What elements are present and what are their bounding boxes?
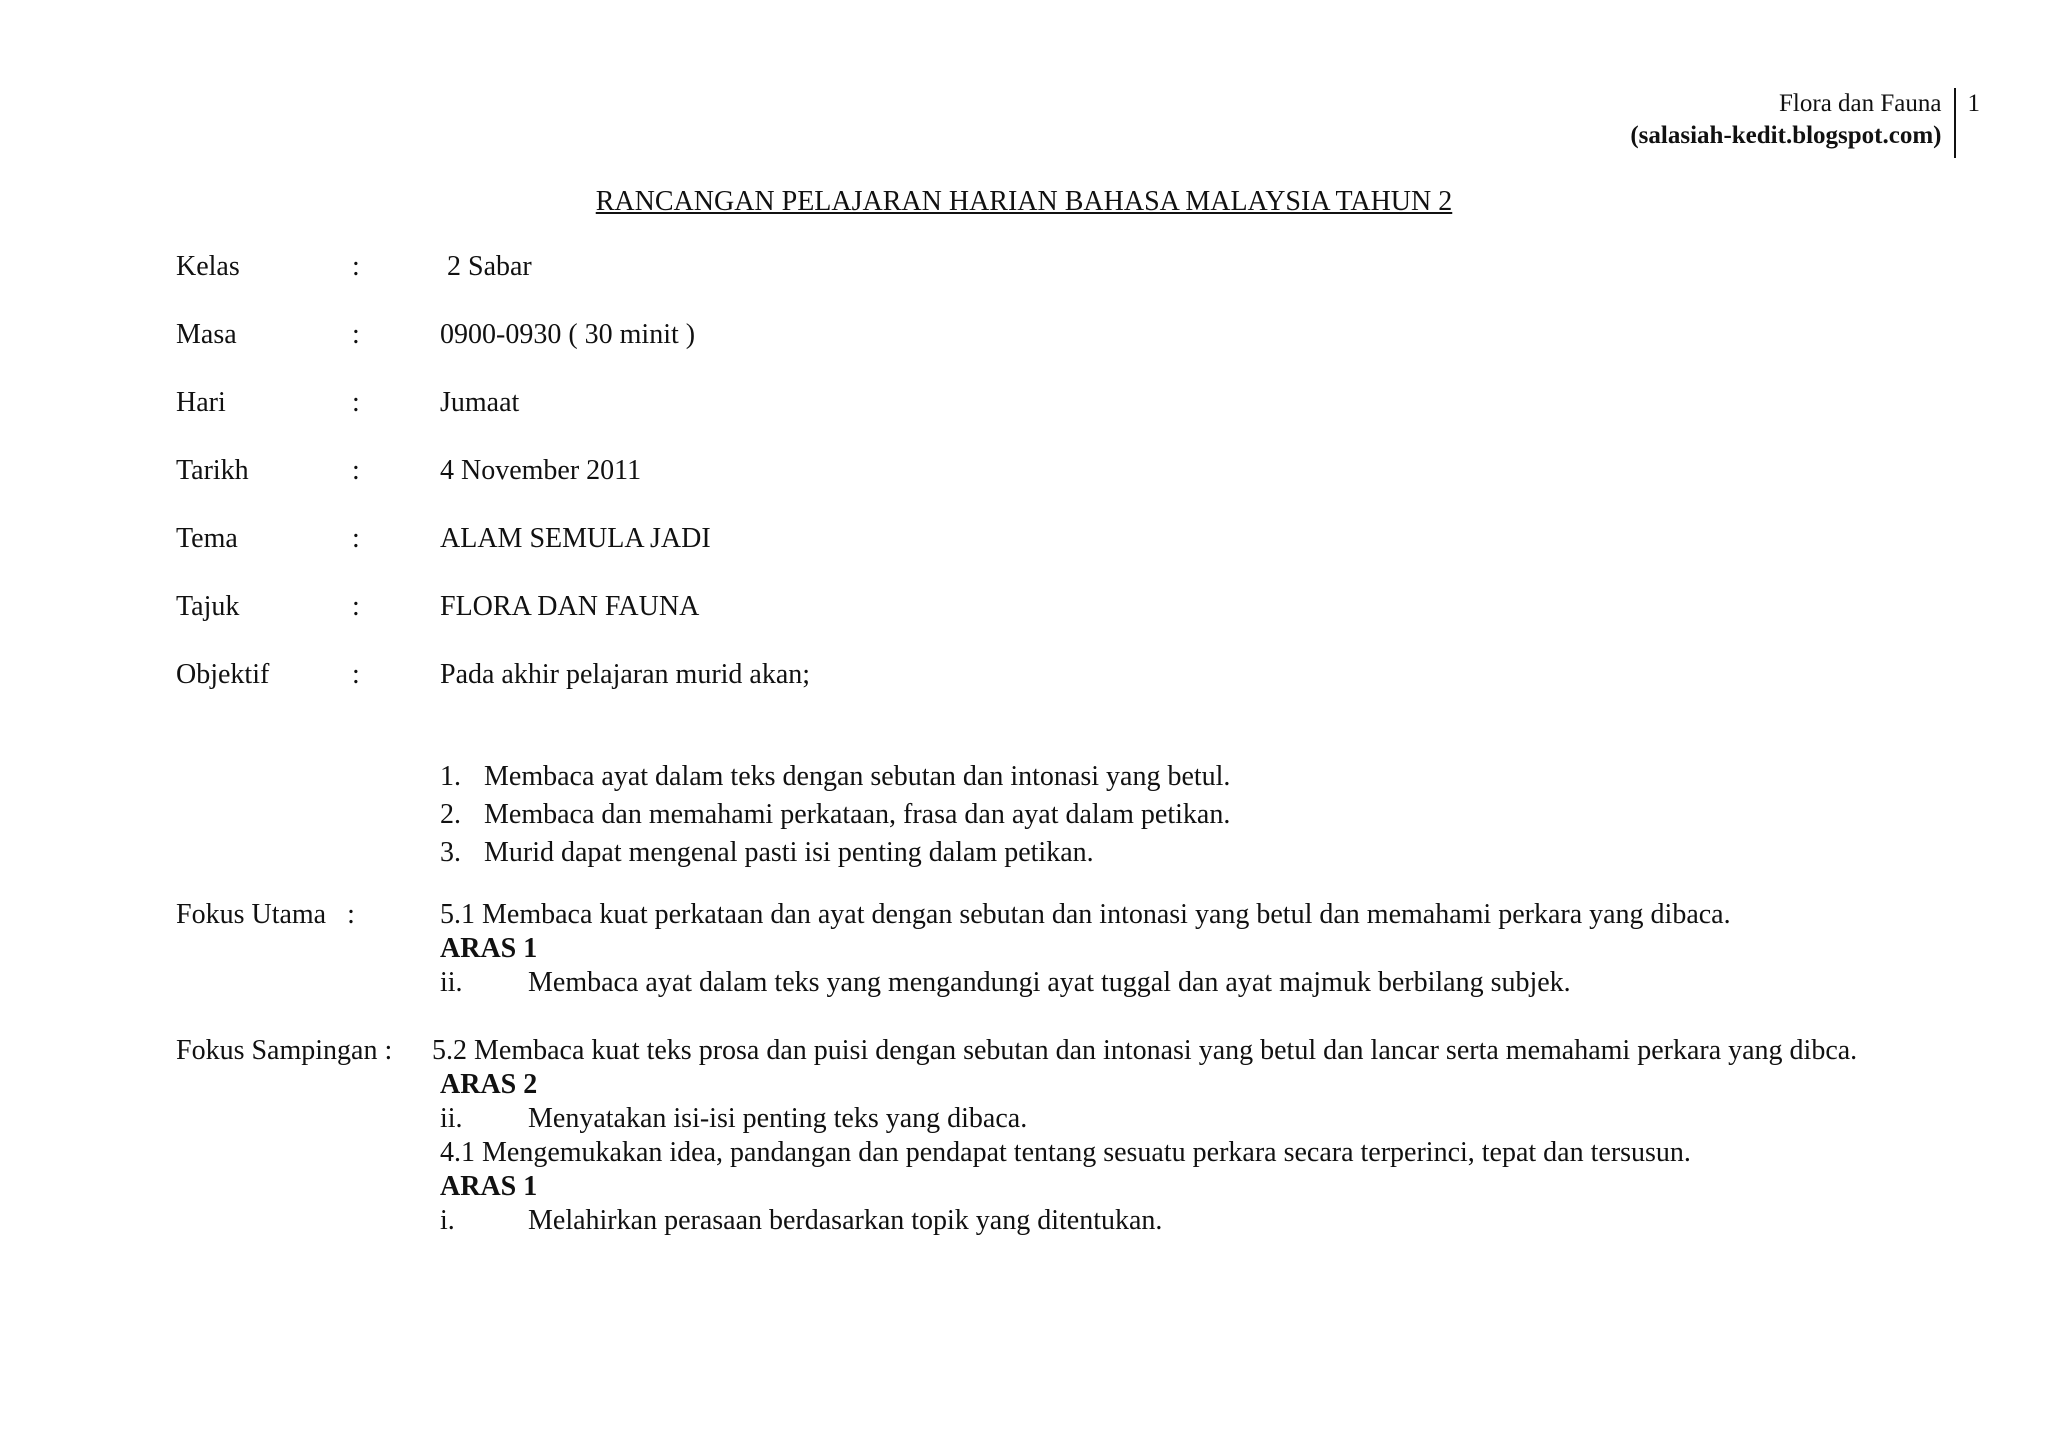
list-text: Murid dapat mengenal pasti isi penting dalam petikan. bbox=[484, 837, 1094, 868]
field-value: FLORA DAN FAUNA bbox=[440, 591, 700, 622]
field-label: Kelas bbox=[176, 251, 240, 282]
sub-text: Menyatakan isi-isi penting teks yang dibaca. bbox=[528, 1103, 1028, 1134]
list-item bbox=[440, 834, 1230, 872]
field-label: Hari bbox=[176, 387, 226, 418]
objective-list bbox=[440, 758, 1230, 872]
field-colon: : bbox=[352, 659, 360, 690]
list-number: 2. bbox=[440, 799, 461, 830]
document-title: RANCANGAN PELAJARAN HARIAN BAHASA MALAYSIA TAHUN 2 bbox=[595, 186, 1453, 217]
aras-heading: ARAS 1 bbox=[440, 933, 538, 964]
field-colon: : bbox=[352, 387, 360, 418]
standard-text: 5.1 Membaca kuat perkataan dan ayat dengan sebutan dan intonasi yang betul dan memahami perkara yang dibaca. bbox=[440, 899, 1731, 930]
fokus-sampingan-body bbox=[432, 1034, 1858, 1238]
page-header bbox=[1630, 88, 1980, 158]
sub-number: ii. bbox=[440, 967, 463, 998]
sub-number: ii. bbox=[440, 1103, 463, 1134]
field-value: Pada akhir pelajaran murid akan; bbox=[440, 659, 811, 690]
field-colon: : bbox=[352, 251, 360, 282]
field-label: Tajuk bbox=[176, 591, 240, 622]
sub-item bbox=[440, 966, 1731, 1000]
list-text: Membaca dan memahami perkataan, frasa dan ayat dalam petikan. bbox=[484, 799, 1231, 830]
field-label: Objektif bbox=[176, 659, 270, 690]
sub-item bbox=[440, 1102, 1857, 1136]
list-item bbox=[440, 796, 1230, 834]
list-item bbox=[440, 758, 1230, 796]
field-colon: : bbox=[352, 591, 360, 622]
fokus-sampingan-label: Fokus Sampingan : bbox=[176, 1035, 393, 1066]
fokus-utama-label: Fokus Utama : bbox=[176, 899, 355, 930]
standard-text: 5.2 Membaca kuat teks prosa dan puisi dengan sebutan dan intonasi yang betul dan lancar serta memahami perkara yang dibca. bbox=[432, 1035, 1858, 1066]
field-value: Jumaat bbox=[440, 387, 520, 418]
sub-text: Membaca ayat dalam teks yang mengandungi ayat tuggal dan ayat majmuk berbilang subjek. bbox=[528, 967, 1571, 998]
list-number: 1. bbox=[440, 761, 461, 792]
field-label: Masa bbox=[176, 319, 237, 350]
list-text: Membaca ayat dalam teks dengan sebutan dan intonasi yang betul. bbox=[484, 761, 1231, 792]
aras-heading: ARAS 2 bbox=[440, 1069, 538, 1100]
header-title: Flora dan Fauna bbox=[1779, 90, 1942, 117]
header-text bbox=[1630, 88, 1955, 158]
field-value: ALAM SEMULA JADI bbox=[440, 523, 711, 554]
field-value: 4 November 2011 bbox=[440, 455, 642, 486]
field-value: 2 Sabar bbox=[440, 251, 532, 282]
page-number: 1 bbox=[1967, 90, 1980, 117]
field-label: Tarikh bbox=[176, 455, 249, 486]
field-colon: : bbox=[352, 319, 360, 350]
sub-text: Melahirkan perasaan berdasarkan topik yang ditentukan. bbox=[528, 1205, 1163, 1236]
aras-heading: ARAS 1 bbox=[440, 1171, 538, 1202]
field-value: 0900-0930 ( 30 minit ) bbox=[440, 319, 696, 350]
header-site: (salasiah-kedit.blogspot.com) bbox=[1630, 122, 1942, 149]
sub-number: i. bbox=[440, 1205, 455, 1236]
field-colon: : bbox=[352, 523, 360, 554]
fokus-utama-body bbox=[440, 898, 1731, 1000]
field-label: Tema bbox=[176, 523, 238, 554]
standard-text: 4.1 Mengemukakan idea, pandangan dan pendapat tentang sesuatu perkara secara terperinci, tepat dan tersusun. bbox=[440, 1137, 1691, 1168]
sub-item bbox=[440, 1204, 1857, 1238]
field-colon: : bbox=[352, 455, 360, 486]
list-number: 3. bbox=[440, 837, 461, 868]
